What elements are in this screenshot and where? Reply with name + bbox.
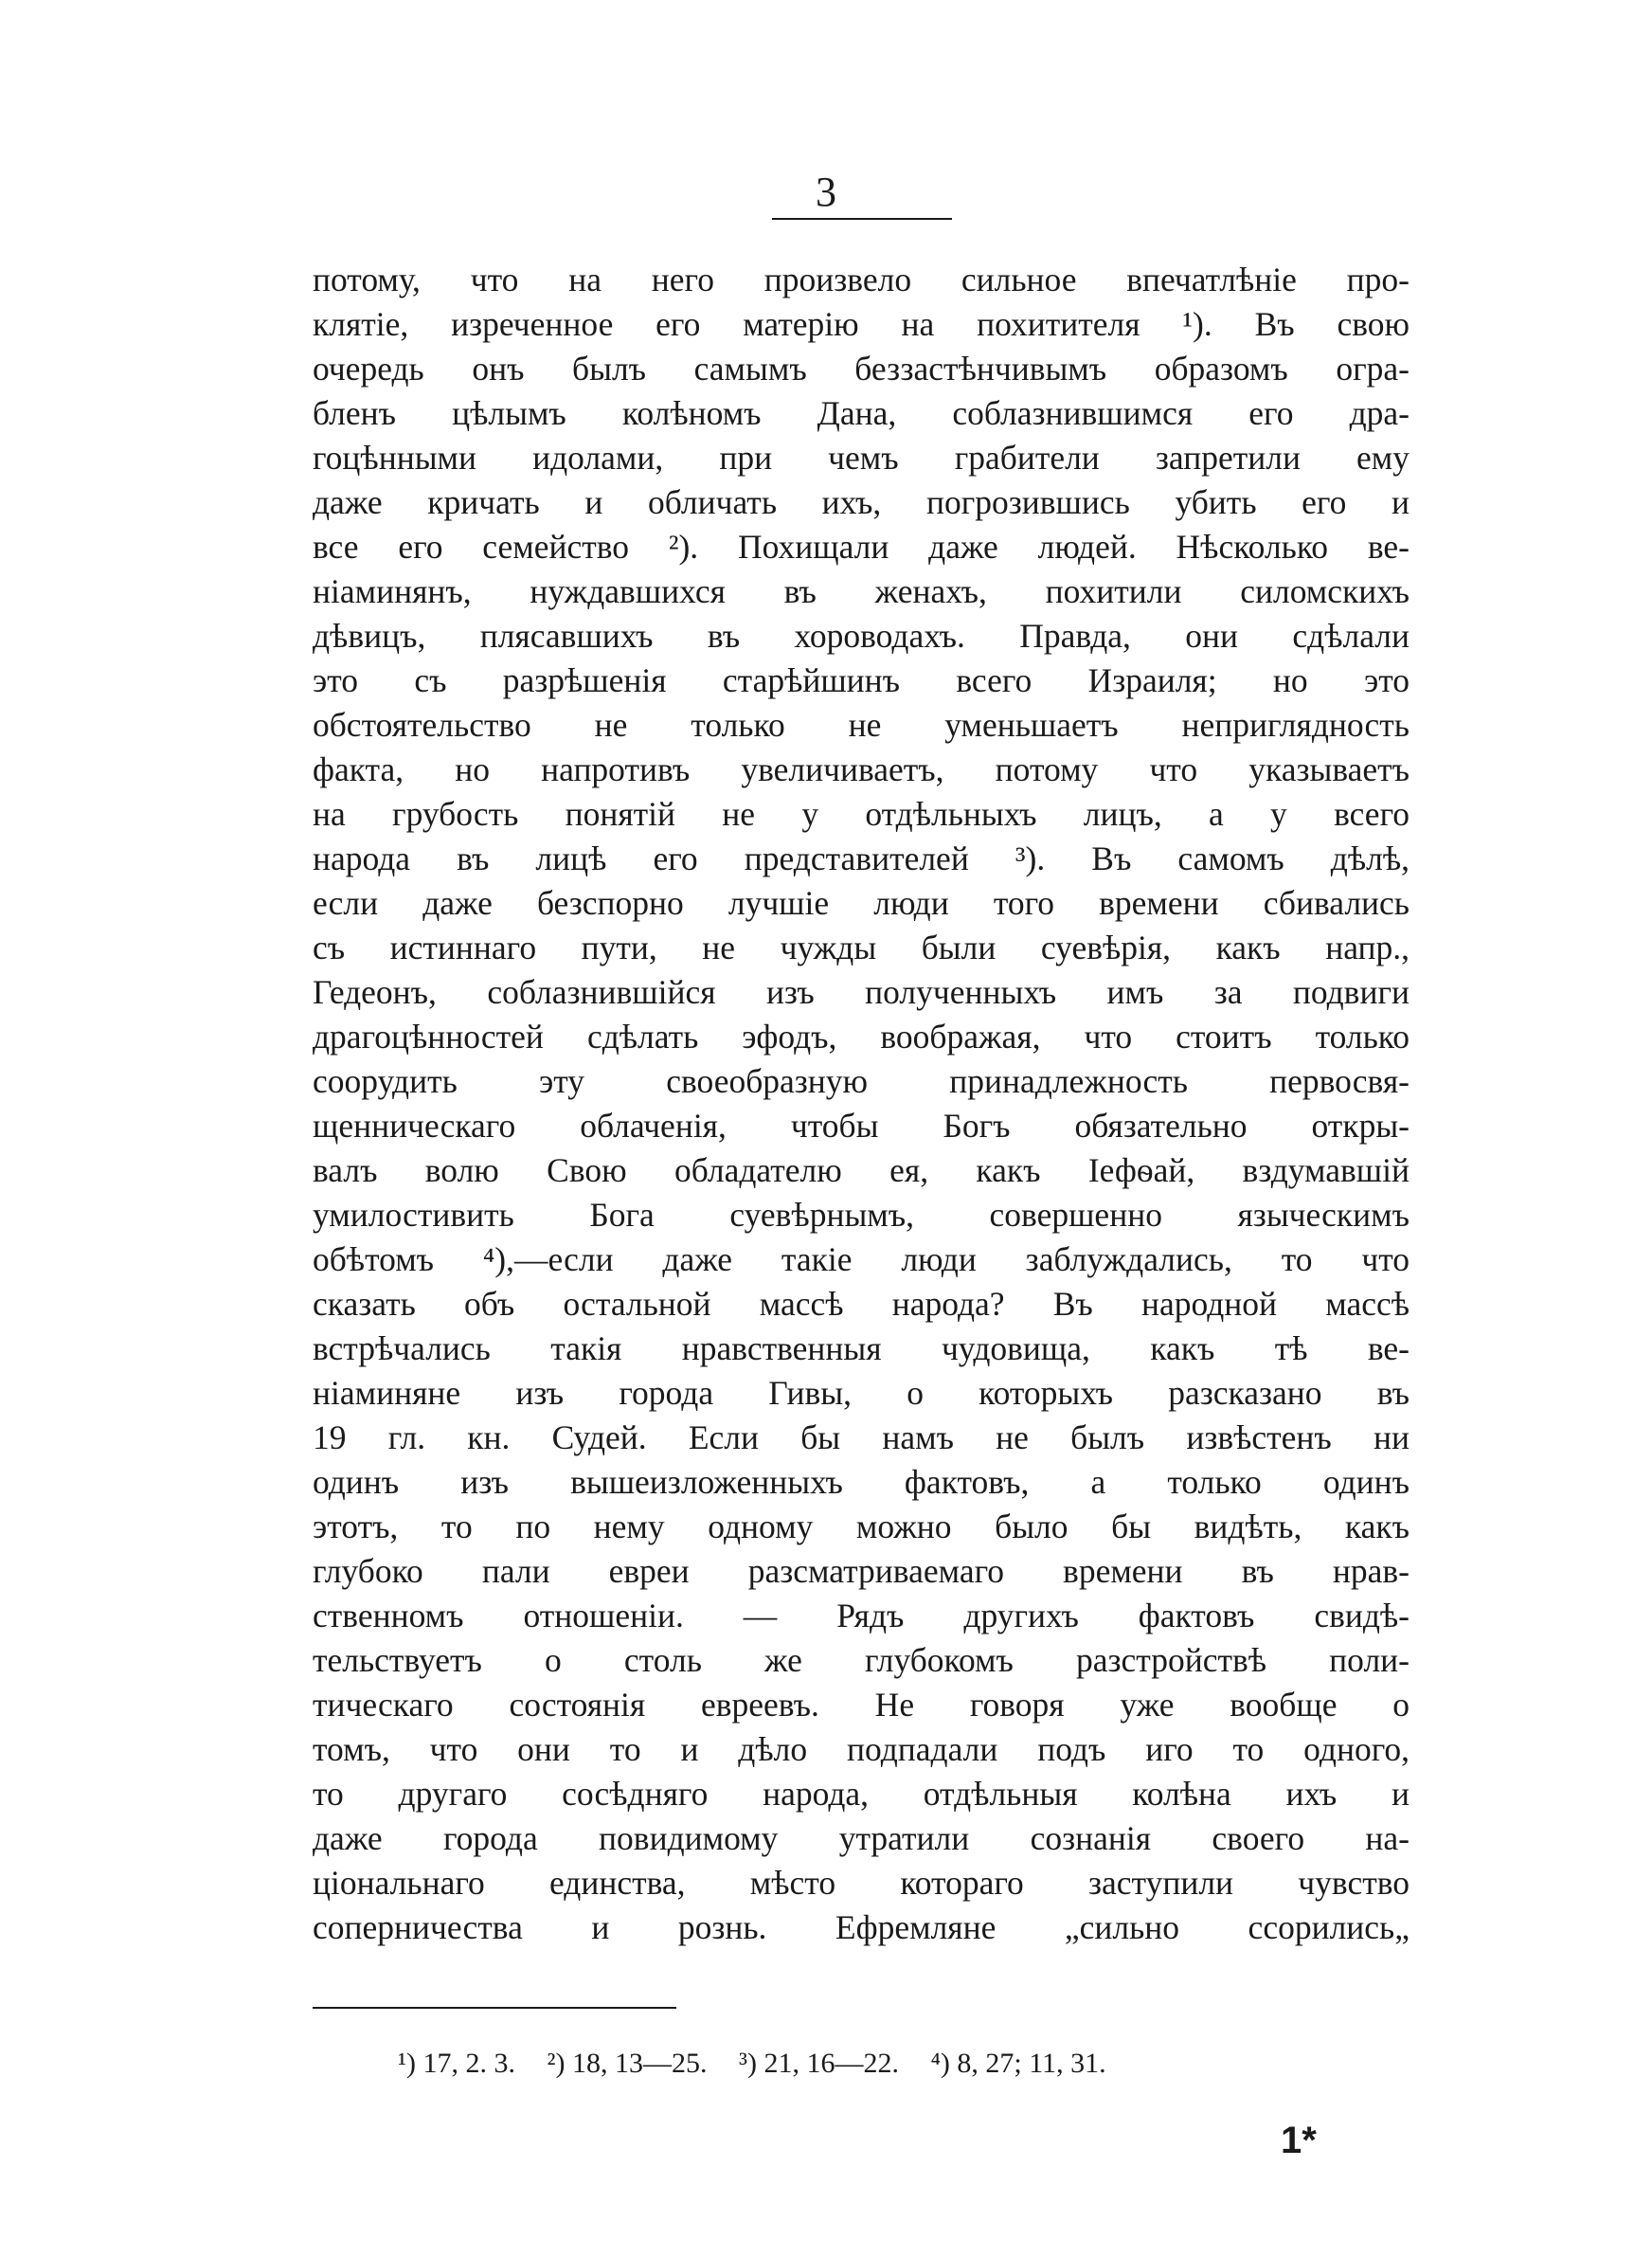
- text-line: тическаго состоянія евреевъ. Не говоря уже вообще о: [313, 1686, 1410, 1724]
- text-line: томъ, что они то и дѣло подпадали подъ иго то одного,: [313, 1730, 1410, 1768]
- footnote: ²) 18, 13—25.: [547, 2048, 708, 2079]
- text-line: съ истиннаго пути, не чужды были суевѣрія, какъ напр.,: [313, 929, 1410, 966]
- text-line: умилостивить Бога суевѣрнымъ, совершенно языческимъ: [313, 1196, 1410, 1234]
- text-line: народа въ лицѣ его представителей ³). Въ самомъ дѣлѣ,: [313, 840, 1410, 877]
- text-line: если даже безспорно лучшіе люди того времени сбивались: [313, 884, 1410, 922]
- text-line: одинъ изъ вышеизложенныхъ фактовъ, а только одинъ: [313, 1463, 1410, 1501]
- body-text: [313, 258, 1410, 1950]
- text-line: очередь онъ былъ самымъ беззастѣнчивымъ образомъ огра-: [313, 350, 1410, 388]
- text-line: бленъ цѣлымъ колѣномъ Дана, соблазнившимся его дра-: [313, 394, 1410, 432]
- text-line: факта, но напротивъ увеличиваетъ, потому что указываетъ: [313, 750, 1410, 788]
- text-line: даже кричать и обличать ихъ, погрозившись убить его и: [313, 483, 1410, 521]
- text-line: тельствуетъ о столь же глубокомъ разстройствѣ поли-: [313, 1641, 1410, 1679]
- text-line: встрѣчались такія нравственныя чудовища, какъ тѣ ве-: [313, 1329, 1410, 1367]
- text-line: соорудить эту своеобразную принадлежность первосвя-: [313, 1062, 1410, 1100]
- text-line: глубоко пали евреи разсматриваемаго времени въ нрав-: [313, 1552, 1410, 1590]
- text-line: щенническаго облаченія, чтобы Богъ обязательно откры-: [313, 1107, 1410, 1145]
- text-line: потому, что на него произвело сильное впечатлѣніе про-: [313, 261, 1410, 298]
- text-line: драгоцѣнностей сдѣлать эфодъ, воображая, что стоитъ только: [313, 1018, 1410, 1056]
- header-rule: [772, 218, 952, 220]
- signature-mark: 1*: [1281, 2120, 1317, 2161]
- footnotes: [398, 2045, 1345, 2083]
- text-line: ственномъ отношеніи. — Рядъ другихъ фактовъ свидѣ-: [313, 1597, 1410, 1634]
- text-line: обстоятельство не только не уменьшаетъ неприглядность: [313, 706, 1410, 744]
- text-line: ціональнаго единства, мѣсто котораго заступили чувство: [313, 1864, 1410, 1902]
- footnote: ⁴) 8, 27; 11, 31.: [930, 2048, 1106, 2079]
- footnote: ¹) 17, 2. 3.: [398, 2048, 515, 2079]
- text-line: все его семейство ²). Похищали даже людей. Нѣсколько ве-: [313, 528, 1410, 566]
- text-line: Гедеонъ, соблазнившійся изъ полученныхъ имъ за подвиги: [313, 973, 1410, 1011]
- text-line: ніаминяне изъ города Гивы, о которыхъ разсказано въ: [313, 1374, 1410, 1412]
- text-line: обѣтомъ ⁴),—если даже такіе люди заблуждались, то что: [313, 1240, 1410, 1278]
- text-line: даже города повидимому утратили сознанія своего на-: [313, 1819, 1410, 1857]
- footnote: ³) 21, 16—22.: [738, 2048, 899, 2079]
- text-line: дѣвицъ, плясавшихъ въ хороводахъ. Правда, они сдѣлали: [313, 617, 1410, 655]
- footnote-rule: [313, 2007, 676, 2009]
- text-line: клятіе, изреченное его матерію на похитителя ¹). Въ свою: [313, 305, 1410, 343]
- text-line: то другаго сосѣдняго народа, отдѣльныя колѣна ихъ и: [313, 1775, 1410, 1813]
- text-line: этотъ, то по нему одному можно было бы видѣть, какъ: [313, 1508, 1410, 1545]
- text-line: на грубость понятій не у отдѣльныхъ лицъ, а у всего: [313, 795, 1410, 833]
- text-line: гоцѣнными идолами, при чемъ грабители запретили ему: [313, 439, 1410, 477]
- text-line: ніаминянъ, нуждавшихся въ женахъ, похитили силомскихъ: [313, 572, 1410, 610]
- text-line: это съ разрѣшенія старѣйшинъ всего Израиля; но это: [313, 661, 1410, 699]
- page-number: 3: [816, 169, 836, 215]
- text-line: 19 гл. кн. Судей. Если бы намъ не былъ извѣстенъ ни: [313, 1418, 1410, 1456]
- text-line: валъ волю Свою обладателю ея, какъ Іефѳай, вздумавшій: [313, 1151, 1410, 1189]
- text-line: соперничества и рознь. Ефремляне „сильно ссорились„: [313, 1908, 1410, 1946]
- text-line: сказать объ остальной массѣ народа? Въ народной массѣ: [313, 1285, 1410, 1323]
